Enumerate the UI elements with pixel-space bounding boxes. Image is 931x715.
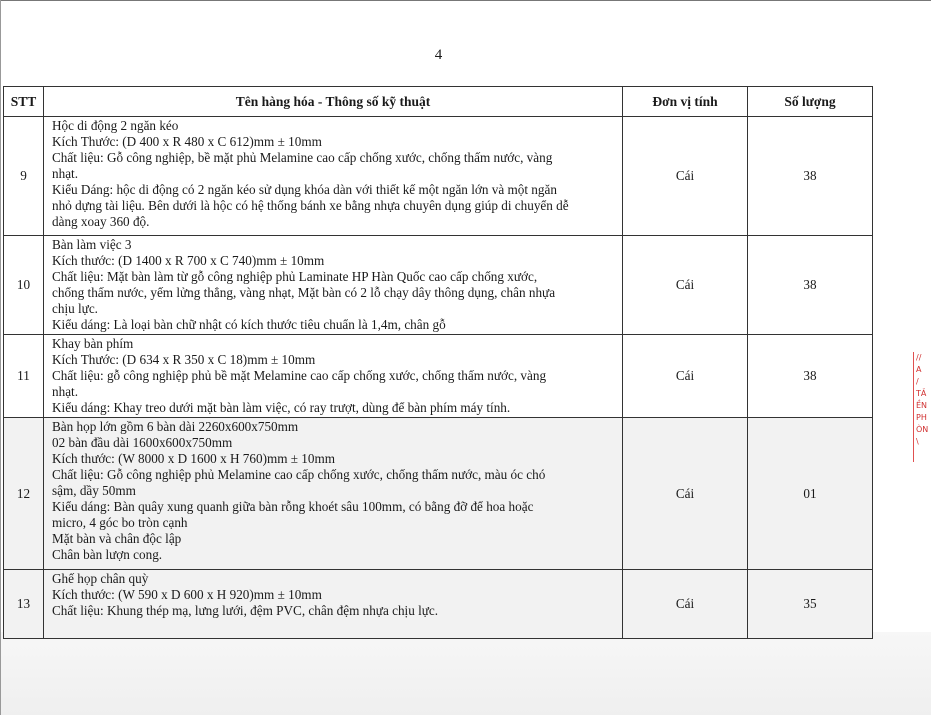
row-description: [44, 335, 623, 418]
row-description: [44, 117, 623, 236]
goods-specification-table: [3, 86, 873, 639]
stamp-text: TẢ: [916, 389, 927, 398]
page-number: 4: [434, 47, 443, 63]
stamp-text: //: [916, 353, 922, 362]
stamp-text: /: [916, 377, 919, 386]
description-line: Chân bàn lượn cong.: [52, 547, 163, 562]
description-line: nhỏ dựng tài liệu. Bên dưới là hộc có hệ thống bánh xe bằng nhựa chuyên dụng giúp di chuyển dễ: [52, 198, 569, 213]
stamp-text: ÒN: [916, 425, 929, 434]
description-line: Kích thước: (W 8000 x D 1600 x H 760)mm ± 10mm: [52, 451, 336, 466]
description-line: Chất liệu: Gỗ công nghiệp phủ Melamine cao cấp chống xước, chống thấm nước, màu óc chó: [52, 467, 546, 482]
row-quantity: 01: [748, 418, 873, 570]
description-line: Khay bàn phím: [52, 336, 134, 351]
row-unit: Cái: [623, 117, 748, 236]
stamp-text: A: [916, 365, 922, 374]
description-line: Kiểu dáng: Là loại bàn chữ nhật có kích thước tiêu chuẩn là 1,4m, chân gỗ: [52, 317, 446, 332]
description-line: sậm, dầy 50mm: [52, 483, 136, 498]
description-line: Kiểu dáng: Bàn quây xung quanh giữa bàn rỗng khoét sâu 100mm, có bằng đỡ để hoa hoặc: [52, 499, 534, 514]
header-unit: Đơn vị tính: [623, 87, 748, 117]
row-stt: 9: [4, 117, 44, 236]
table-row: [4, 418, 873, 570]
row-unit: Cái: [623, 570, 748, 639]
description-line: Chất liệu: gỗ công nghiệp phủ bề mặt Melamine cao cấp chống xước, chống thấm nước, vàng: [52, 368, 547, 383]
description-line: Mặt bàn và chân độc lập: [52, 531, 182, 546]
page-bottom-scan-shade: [1, 632, 931, 715]
row-quantity: 35: [748, 570, 873, 639]
margin-stamp-fragment: [913, 352, 931, 462]
description-line: Hộc di động 2 ngăn kéo: [52, 118, 179, 133]
description-line: micro, 4 góc bo tròn cạnh: [52, 515, 188, 530]
page-left-edge: [0, 0, 1, 715]
description-line: Bàn họp lớn gồm 6 bàn dài 2260x600x750mm: [52, 419, 299, 434]
description-line: Kiểu Dáng: hộc di động có 2 ngăn kéo sử dụng khóa dàn với thiết kế một ngăn lớn và một ngăn: [52, 182, 557, 197]
row-description: [44, 236, 623, 335]
header-item-name-specs: Tên hàng hóa - Thông số kỹ thuật: [44, 87, 623, 117]
row-stt: 11: [4, 335, 44, 418]
row-quantity: 38: [748, 236, 873, 335]
table-row: [4, 570, 873, 639]
table-row: [4, 335, 873, 418]
row-stt: 12: [4, 418, 44, 570]
description-line: dàng xoay 360 độ.: [52, 214, 150, 229]
stamp-text: PH: [916, 413, 927, 422]
header-stt: STT: [4, 87, 44, 117]
table-row: [4, 236, 873, 335]
description-line: Ghế họp chân quỳ: [52, 571, 149, 586]
description-line: Kích Thước: (D 400 x R 480 x C 612)mm ± 10mm: [52, 134, 322, 149]
description-line: chịu lực.: [52, 301, 98, 316]
row-stt: 10: [4, 236, 44, 335]
description-line: Chất liệu: Khung thép mạ, lưng lưới, đệm PVC, chân đệm nhựa chịu lực.: [52, 603, 439, 618]
row-quantity: 38: [748, 117, 873, 236]
row-unit: Cái: [623, 418, 748, 570]
row-unit: Cái: [623, 335, 748, 418]
page-top-edge: [0, 0, 931, 1]
row-description: [44, 418, 623, 570]
description-line: Kích Thước: (D 634 x R 350 x C 18)mm ± 10mm: [52, 352, 316, 367]
description-line: chống thấm nước, yếm lửng thẳng, vàng nhạt, Mặt bàn có 2 lỗ chạy dây thông dụng, chân nhựa: [52, 285, 556, 300]
description-line: nhạt.: [52, 166, 79, 181]
header-quantity: Số lượng: [748, 87, 873, 117]
description-line: Chất liệu: Mặt bàn làm từ gỗ công nghiệp phủ Laminate HP Hàn Quốc cao cấp chống xước,: [52, 269, 538, 284]
description-line: Bàn làm việc 3: [52, 237, 132, 252]
stamp-text: ỀN: [916, 401, 928, 410]
row-stt: 13: [4, 570, 44, 639]
row-unit: Cái: [623, 236, 748, 335]
table-header-row: [4, 87, 873, 117]
stamp-text: \: [916, 437, 919, 446]
description-line: nhạt.: [52, 384, 79, 399]
description-line: Kích thước: (D 1400 x R 700 x C 740)mm ± 10mm: [52, 253, 325, 268]
row-description: [44, 570, 623, 639]
table-row: [4, 117, 873, 236]
description-line: Kích thước: (W 590 x D 600 x H 920)mm ± 10mm: [52, 587, 322, 602]
description-line: Chất liệu: Gỗ công nghiệp, bề mặt phủ Melamine cao cấp chống xước, chống thấm nước, vàng: [52, 150, 553, 165]
row-quantity: 38: [748, 335, 873, 418]
description-line: Kiểu dáng: Khay treo dưới mặt bàn làm việc, có ray trượt, dùng để bàn phím máy tính.: [52, 400, 511, 415]
description-line: 02 bàn đầu dài 1600x600x750mm: [52, 435, 233, 450]
